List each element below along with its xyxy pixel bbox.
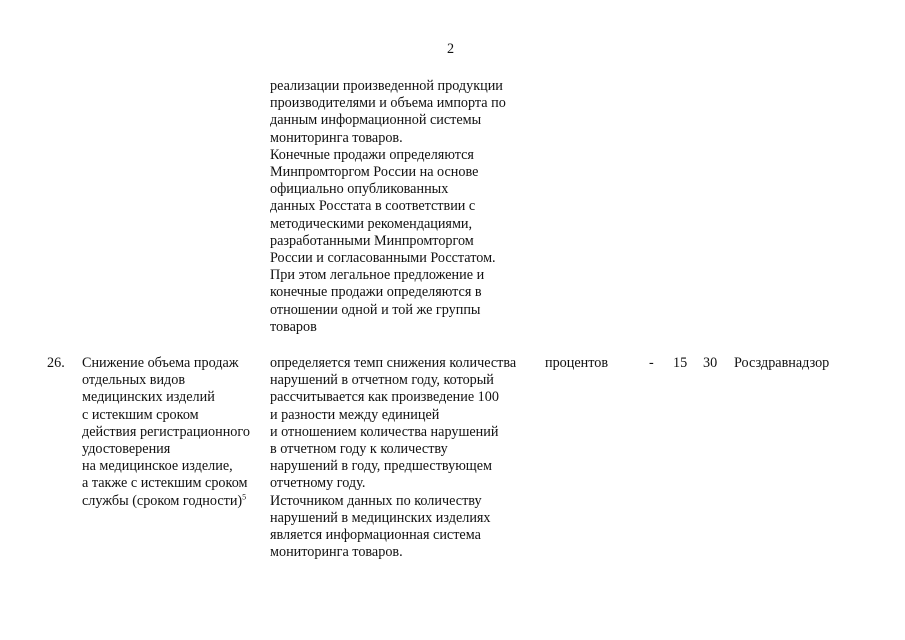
text-line: с истекшим сроком [82,406,199,423]
continuation-text [270,78,506,336]
indicator-name [82,355,250,510]
text-line: Конечные продажи определяются [270,146,474,163]
responsible-agency: Росздравнадзор [734,355,830,371]
text-line: и разности между единицей [270,406,440,423]
text-line: Снижение объема продаж [82,355,239,371]
row-number: 26. [47,355,65,371]
text-line: рассчитывается как произведение 100 [270,389,499,406]
text-line: является информационная система [270,527,481,544]
text-line: медицинских изделий [82,389,215,406]
text-line: мониторинга товаров. [270,544,403,561]
text-line: Источником данных по количеству [270,492,482,509]
text-line: и отношением количества нарушений [270,423,499,440]
text-line: разработанными Минпромторгом [270,232,474,249]
text-line: производителями и объема импорта по [270,95,506,112]
unit-of-measure: процентов [545,355,609,371]
target-value-1: 15 [673,355,688,371]
text-line: отношении одной и той же группы [270,301,481,318]
text-line: данным информационной системы [270,112,482,129]
text-line: действия регистрационного [82,423,250,440]
text-line: товаров [270,318,317,335]
text-line: отдельных видов [82,372,186,389]
text-line: официально опубликованных [270,181,449,198]
text-line: мониторинга товаров. [270,129,403,146]
text-line: России и согласованными Росстатом. [270,250,496,267]
target-value-2: 30 [703,355,718,371]
text-line: на медицинское изделие, [82,458,233,475]
text-line: отчетному году. [270,475,366,492]
text-line [82,493,250,510]
text-line: в отчетном году к количеству [270,441,448,458]
text-line-content: службы (сроком годности) [82,492,243,509]
text-line: удостоверения [82,441,171,458]
text-line: а также с истекшим сроком [82,475,248,492]
text-line: реализации произведенной продукции [270,78,503,94]
text-line: определяется темп снижения количества [270,355,517,371]
text-line: При этом легальное предложение и [270,267,485,284]
text-line: данных Росстата в соответствии с [270,198,476,215]
page-number: 2 [447,41,455,57]
text-line: нарушений в году, предшествующем [270,458,493,475]
text-line: нарушений в медицинских изделиях [270,509,491,526]
footnote-marker: 5 [242,491,247,501]
calculation-method [270,355,516,561]
text-line: конечные продажи определяются в [270,284,482,301]
base-value: - [649,355,654,371]
text-line: Минпромторгом России на основе [270,164,479,181]
text-line: нарушений в отчетном году, который [270,372,494,389]
text-line: методическими рекомендациями, [270,215,473,232]
